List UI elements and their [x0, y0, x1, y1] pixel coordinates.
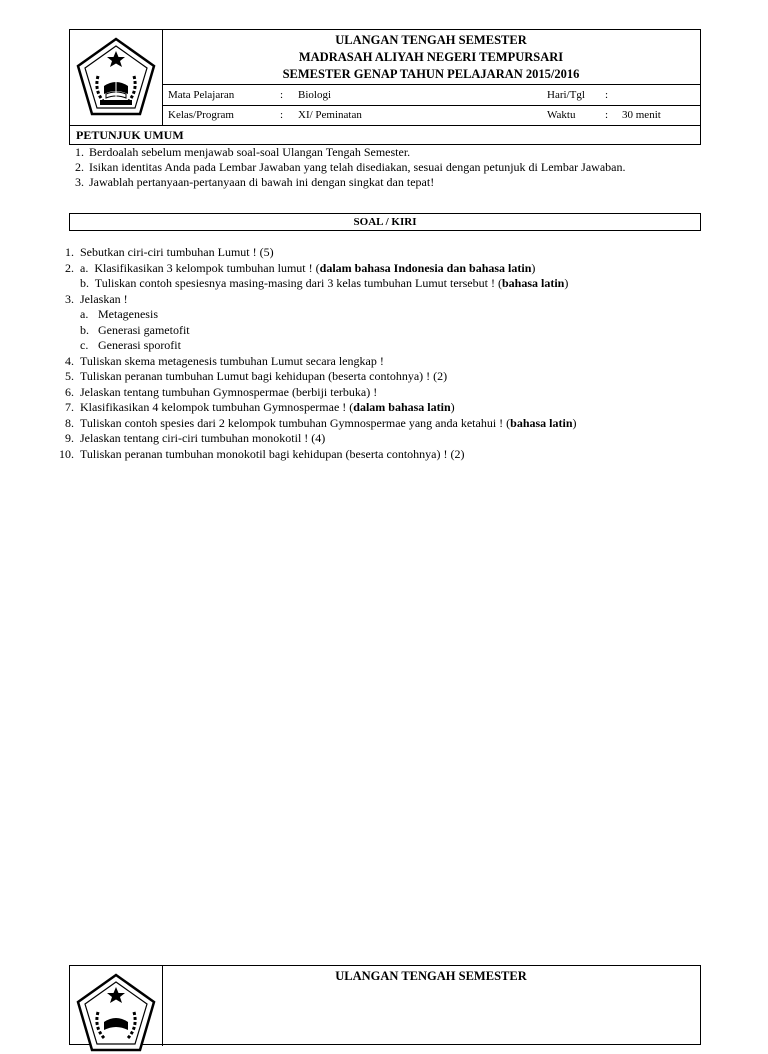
exam-header [69, 29, 701, 126]
question-num: 2. [65, 260, 74, 275]
sub-text: Metagenesis [98, 307, 158, 321]
question-8 [52, 416, 712, 432]
waktu-label: Waktu [547, 109, 576, 121]
sub-label: a. [80, 307, 89, 321]
petunjuk-list [75, 145, 693, 190]
question-text: Jelaskan tentang tumbuhan Gymnospermae (berbiji terbuka) ! [80, 384, 378, 399]
question-end: ) [450, 400, 455, 414]
petunjuk-item [75, 175, 693, 190]
mapel-label: Mata Pelajaran [168, 89, 235, 101]
petunjuk-num: 2. [75, 160, 84, 174]
question-7 [52, 400, 712, 416]
question-end: ) [531, 260, 536, 275]
question-num: 4. [65, 353, 74, 368]
question-num: 6. [65, 384, 74, 399]
question-num: 3. [65, 291, 74, 306]
waktu-value: 30 menit [622, 109, 661, 121]
sub-label: c. [80, 338, 89, 352]
kelas-value: XI/ Peminatan [298, 109, 362, 121]
question-num: 10. [59, 446, 74, 461]
question-5 [52, 369, 712, 385]
question-1 [52, 245, 712, 261]
question-9 [52, 431, 712, 447]
header-title-line-1: ULANGAN TENGAH SEMESTER [335, 969, 527, 983]
header-title-line-2: MADRASAH ALIYAH NEGERI TEMPURSARI [298, 50, 564, 64]
petunjuk-text: Jawablah pertanyaan-pertanyaan di bawah ini dengan singkat dan tepat! [89, 175, 435, 189]
question-bold: dalam bahasa latin [353, 400, 451, 414]
waktu-sep: : [605, 109, 609, 121]
kelas-sep: : [280, 109, 284, 121]
question-num: 5. [65, 369, 74, 383]
question-num: 7. [65, 400, 74, 414]
header-title-block [162, 966, 700, 996]
question-text: Tuliskan contoh spesies dari 2 kelompok tumbuhan Gymnospermae yang anda ketahui ! ( [80, 415, 511, 430]
question-bold: bahasa latin [501, 276, 565, 290]
question-text: Jelaskan ! [80, 291, 128, 306]
question-bold: bahasa latin [510, 415, 573, 430]
sub-label: a. [80, 260, 89, 275]
sub-label: b. [80, 322, 89, 337]
question-bold: dalam bahasa Indonesia dan bahasa latin [319, 260, 532, 275]
question-3 [52, 292, 712, 308]
question-num: 9. [65, 431, 74, 445]
question-list [52, 245, 712, 462]
mapel-value: Biologi [298, 89, 332, 101]
question-10 [52, 447, 712, 463]
question-3a [52, 307, 712, 323]
question-text: Tuliskan peranan tumbuhan Lumut bagi kehidupan (beserta contohnya) ! (2) [80, 369, 448, 383]
question-4 [52, 354, 712, 370]
soal-heading: SOAL / KIRI [69, 213, 701, 231]
header-title-block [162, 30, 700, 85]
question-text: Tuliskan contoh spesiesnya masing-masing dari 3 kelas tumbuhan Lumut tersebut ! ( [94, 276, 502, 290]
header-title-line-1: ULANGAN TENGAH SEMESTER [335, 33, 527, 47]
petunjuk-text: Isikan identitas Anda pada Lembar Jawaban yang telah disediakan, sesuai dengan petunjuk di Lembar Jawaban. [89, 160, 626, 174]
petunjuk-heading: PETUNJUK UMUM [69, 125, 701, 145]
petunjuk-num: 3. [75, 175, 84, 189]
question-num: 1. [65, 245, 74, 259]
hari-label: Hari/Tgl [547, 89, 585, 101]
question-end: ) [564, 276, 569, 290]
petunjuk-item [75, 160, 693, 175]
question-text: Tuliskan skema metagenesis tumbuhan Lumut secara lengkap ! [80, 353, 384, 368]
question-6 [52, 385, 712, 401]
question-text: Klasifikasikan 4 kelompok tumbuhan Gymnospermae ! ( [80, 400, 354, 414]
question-2a [52, 261, 712, 277]
question-text: Klasifikasikan 3 kelompok tumbuhan lumut ! ( [94, 260, 320, 275]
petunjuk-text: Berdoalah sebelum menjawab soal-soal Ulangan Tengah Semester. [89, 145, 411, 159]
question-3b [52, 323, 712, 339]
mapel-sep: : [280, 89, 284, 101]
header-title-line-3: SEMESTER GENAP TAHUN PELAJARAN 2015/2016 [282, 67, 580, 81]
question-num: 8. [65, 415, 74, 430]
next-page-header [69, 965, 701, 1045]
question-text: Jelaskan tentang ciri-ciri tumbuhan monokotil ! (4) [80, 431, 326, 445]
madrasah-logo [70, 30, 163, 125]
kelas-label: Kelas/Program [168, 109, 234, 121]
sub-label: b. [80, 276, 89, 290]
question-2b [52, 276, 712, 292]
hari-sep: : [605, 89, 609, 101]
sub-text: Generasi gametofit [98, 322, 190, 337]
question-text: Sebutkan ciri-ciri tumbuhan Lumut ! (5) [80, 245, 274, 259]
meta-row-1 [162, 85, 700, 106]
meta-row-2 [162, 105, 700, 125]
question-3c [52, 338, 712, 354]
petunjuk-item [75, 145, 693, 160]
sub-text: Generasi sporofit [98, 338, 181, 352]
question-end: ) [572, 415, 577, 430]
question-text: Tuliskan peranan tumbuhan monokotil bagi kehidupan (beserta contohnya) ! (2) [80, 446, 465, 461]
petunjuk-num: 1. [75, 145, 84, 159]
exam-meta [162, 84, 700, 125]
madrasah-logo [70, 966, 163, 1046]
